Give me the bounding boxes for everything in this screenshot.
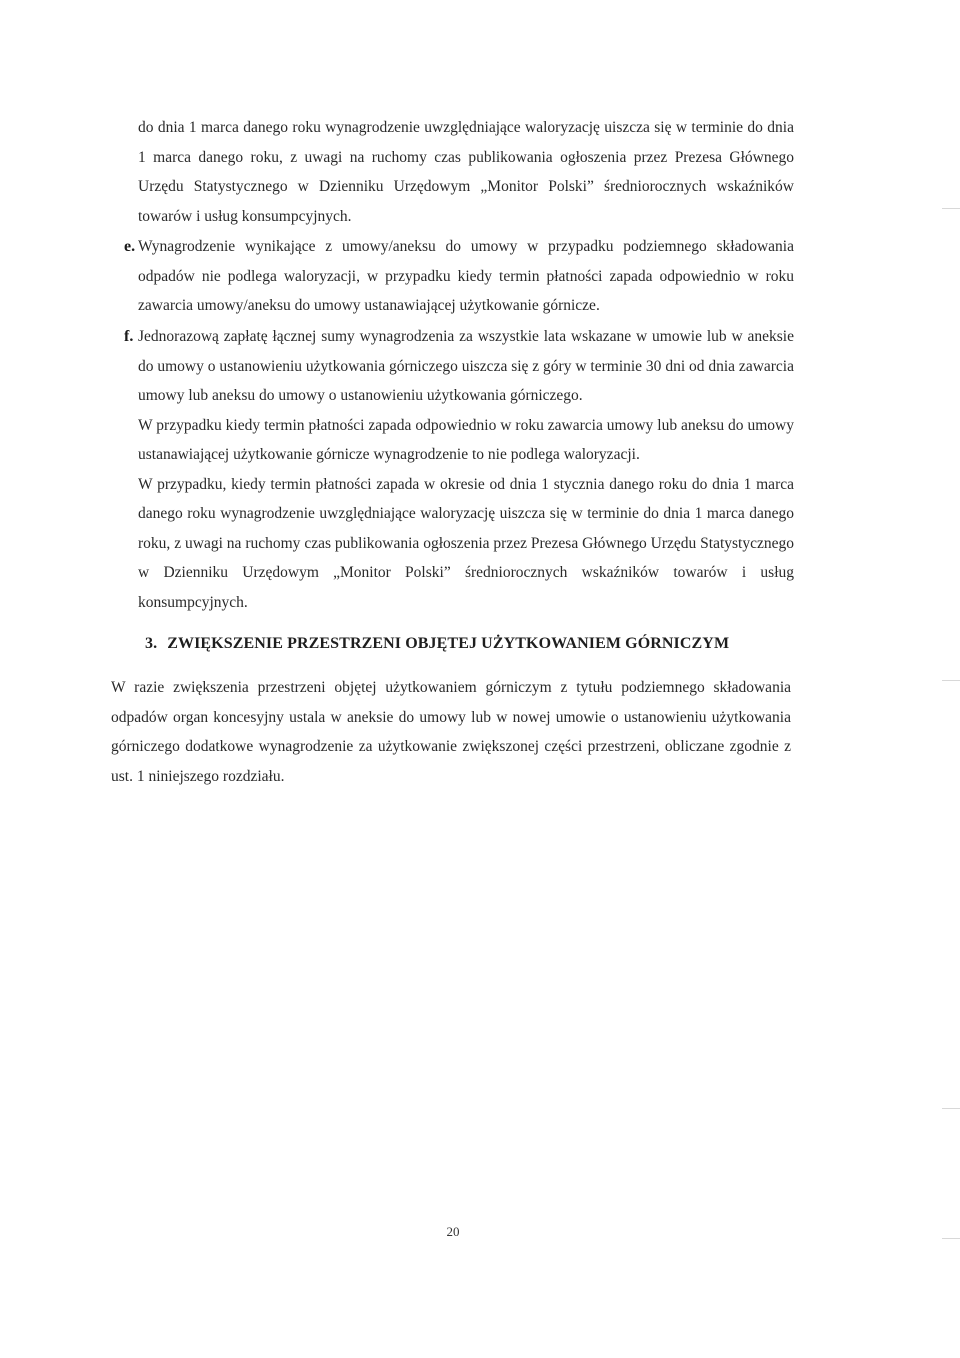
- scan-edge-mark: [942, 680, 960, 681]
- section-number: 3.: [145, 635, 158, 652]
- list-item-f: [124, 322, 794, 617]
- section-title: ZWIĘKSZENIE PRZESTRZENI OBJĘTEJ UŻYTKOWANIEM GÓRNICZYM: [167, 635, 730, 652]
- item-paragraph: W przypadku kiedy termin płatności zapada odpowiednio w roku zawarcia umowy lub aneksu do umowy ustanawiającej użytkowanie górnicze wynagrodzenie to nie podlega waloryzacji.: [138, 416, 794, 463]
- item-paragraph: W przypadku, kiedy termin płatności zapada w okresie od dnia 1 stycznia danego roku do dnia 1 marca danego roku wynagrodzenie uwzględniające waloryzację uiszcza się w terminie do dnia 1 marca danego roku, z uwagi na ruchomy czas publikowania ogłoszenia przez Prezesa Głównego Urzędu Statystycznego w Dzienniku Urzędowym „Monitor Polski” średniorocznych wskaźników towarów i usług konsumpcyjnych.: [138, 475, 794, 611]
- list-item-body: [138, 322, 794, 617]
- section-paragraph: W razie zwiększenia przestrzeni objętej użytkowaniem górniczym z tytułu podziemnego składowania odpadów organ koncesyjny ustala w aneksie do umowy lub w nowej umowie o ustanowieniu użytkowania górniczego dodatkowe wynagrodzenie za użytkowanie zwiększonej części przestrzeni, obliczane zgodnie z ust. 1 niniejszego rozdziału.: [111, 679, 791, 785]
- section-heading: [145, 630, 795, 658]
- list-item-e: [124, 232, 794, 321]
- page-number: 20: [446, 1224, 460, 1239]
- item-paragraph: Wynagrodzenie wynikające z umowy/aneksu do umowy w przypadku podziemnego składowania odpadów nie podlega waloryzacji, w przypadku kiedy termin płatności zapada odpowiednio w roku zawarcia umowy/aneksu do umowy ustanawiającej użytkowanie górnicze.: [138, 238, 794, 314]
- scan-edge-mark: [942, 1108, 960, 1109]
- scan-edge-mark: [942, 208, 960, 209]
- item-paragraph: Jednorazową zapłatę łącznej sumy wynagrodzenia za wszystkie lata wskazane w umowie lub w aneksie do umowy o ustanowieniu użytkowania górniczego uiszcza się z góry w terminie 30 dni od dnia zawarcia umowy lub aneksu do umowy o ustanowieniu użytkowania górniczego.: [138, 328, 794, 404]
- list-marker: e.: [124, 238, 136, 255]
- list-item-body: [138, 232, 794, 321]
- list-marker: f.: [124, 328, 134, 345]
- scan-edge-mark: [942, 1238, 960, 1239]
- intro-paragraph: do dnia 1 marca danego roku wynagrodzenie uwzględniające waloryzację uiszcza się w terminie do dnia 1 marca danego roku, z uwagi na ruchomy czas publikowania ogłoszenia przez Prezesa Głównego Urzędu Statystycznego w Dzienniku Urzędowym „Monitor Polski” średniorocznych wskaźników towarów i usług konsumpcyjnych.: [138, 119, 794, 225]
